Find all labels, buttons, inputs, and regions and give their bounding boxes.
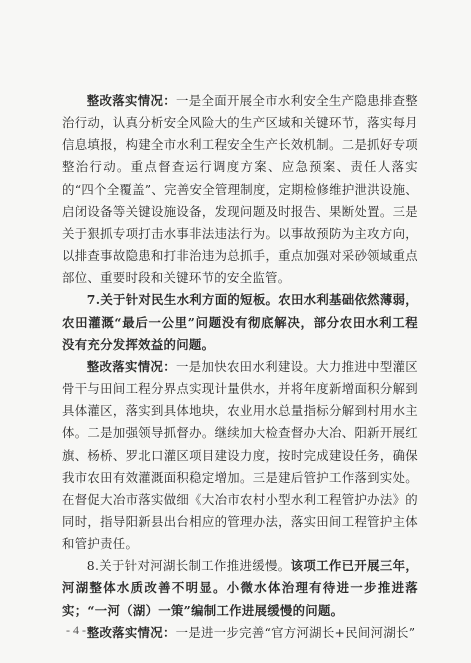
paragraph-text: 一是全面开展全市水利安全生产隐患排查整治行动，认真分析安全风险大的生产区域和关键环节，落实每月信息填报，构建全市水利工程安全生产长效机制。二是抓好专项整治行动。重点督查运行调度方案、应急预案、责任人落实的“四个全覆盖”、完善安全管理制度，定期检修维护泄洪设施、启闭设备等关键设施设备，发现问题及时报告、果断处置。三是关于狠抓专项打击水事非法违法行为。以事故预防为主攻方向，以排查事故隐患和打非治违为总抓手，重点加强对采砂领域重点部位、重要时段和关键环节的安全监管。 [62, 93, 418, 286]
section-heading-7 [62, 289, 418, 355]
paragraph-text: 一是进一步完善“官方河湖长+民间河湖长” [175, 624, 416, 640]
document-body [62, 90, 418, 644]
paragraph-lead: 整改落实情况： [86, 358, 176, 374]
heading-text-rest: 该项工作已开展三年，河湖整体水质改善不明显。小微水体治理有待进一步推进落实；“一河（湖）一策”编制工作进展缓慢的问题。 [62, 558, 419, 618]
paragraph-rectification-3 [62, 622, 418, 644]
paragraph-lead: 整改落实情况： [86, 93, 176, 108]
paragraph-lead: 整改落实情况： [86, 624, 176, 640]
page-number: - 4 - [66, 623, 86, 637]
paragraph-rectification-2 [62, 356, 418, 555]
paragraph-rectification-1 [62, 90, 418, 289]
paragraph-text: 一是加快农田水利建设。大力推进中型灌区骨干与田间工程分界点实现计量供水，并将年度新增面积分解到具体灌区，落实到具体地块，农业用水总量指标分解到村用水主体。二是加强领导抓督办。继续加大检查督办大冶、阳新开展红旗、杨桥、罗北口灌区项目建设力度，按时完成建设任务，确保我市农田有效灌溉面积稳定增加。三是建后管护工作落到实处。在督促大冶市落实做细《大冶市农村小型水利工程管护办法》的同时，指导阳新县出台相应的管理办法，落实田间工程管护主体和管护责任。 [62, 358, 418, 552]
heading-text: 8.关于针对河湖长制工作推进缓慢。 [86, 558, 291, 574]
section-heading-8 [62, 555, 418, 621]
heading-text: 7.关于针对民生水利方面的短板。农田水利基础依然薄弱，农田灌溉“最后一公里”问题没有彻底解决，部分农田水利工程没有充分发挥效益的问题。 [62, 292, 418, 352]
